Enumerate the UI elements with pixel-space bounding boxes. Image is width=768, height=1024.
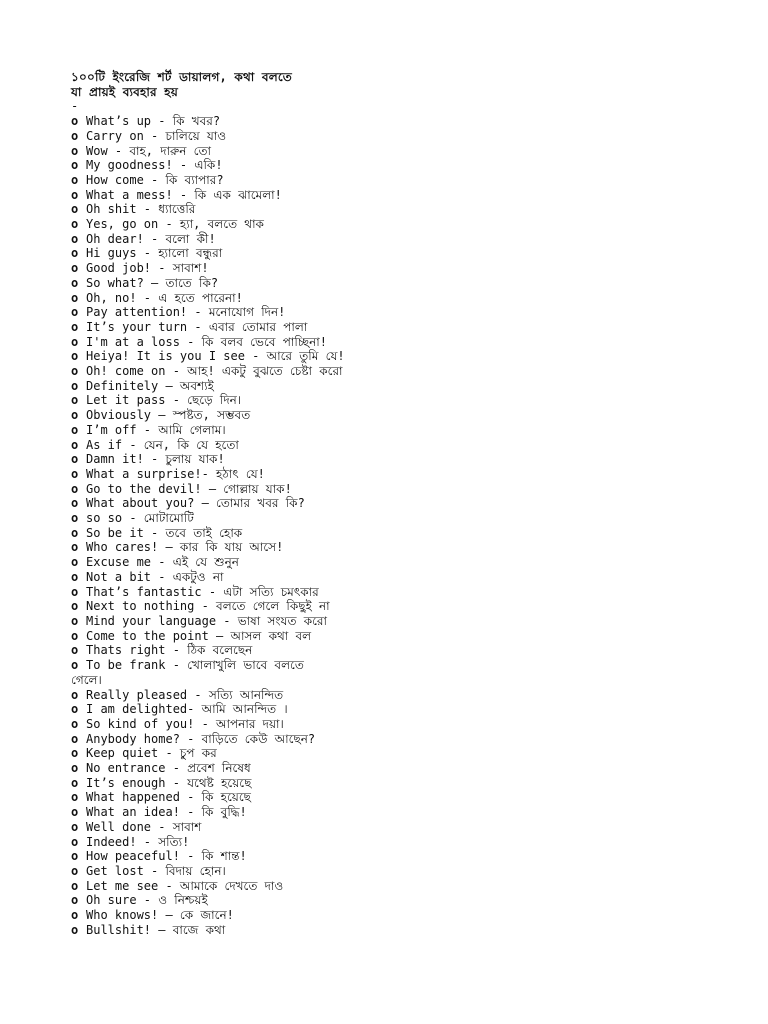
list-item-text: My goodness! - একি! (86, 158, 223, 173)
list-item (71, 393, 731, 408)
list-item-text: Good job! - সাবাশ! (86, 261, 209, 276)
bullet-icon: o (71, 687, 79, 702)
list-item (71, 864, 731, 879)
list-item (71, 438, 731, 453)
list-item-text: Not a bit - একটুও না (86, 569, 224, 584)
bullet-icon: o (71, 599, 79, 614)
list-item-text: Damn it! - চুলায় যাক! (86, 452, 225, 467)
list-item (71, 540, 731, 555)
bullet-icon: o (71, 805, 79, 820)
list-item-text: I'm at a loss - কি বলব ভেবে পাচ্ছিনা! (86, 334, 327, 349)
list-item (71, 746, 731, 761)
list-item-text: What about you? – তোমার খবর কি? (86, 496, 305, 511)
list-item (71, 158, 731, 173)
bullet-icon: o (71, 349, 79, 364)
list-item-text: Let it pass - ছেড়ে দিন। (86, 393, 242, 408)
bullet-icon: o (71, 555, 79, 570)
bullet-icon: o (71, 187, 79, 202)
bullet-icon: o (71, 393, 79, 408)
list-item-text: What a mess! - কি এক ঝামেলা! (86, 187, 282, 202)
list-item (71, 114, 731, 129)
list-item (71, 599, 731, 614)
bullet-icon: o (71, 408, 79, 423)
bullet-icon: o (71, 569, 79, 584)
bullet-icon: o (71, 290, 79, 305)
bullet-icon: o (71, 452, 79, 467)
list-item-text: Get lost - বিদায় হোন। (86, 863, 226, 878)
list-item (71, 173, 731, 188)
list-item-text: So what? – তাতে কি? (86, 275, 219, 290)
list-item-text: Heiya! It is you I see - আরে তুমি যে! (86, 349, 345, 364)
list-item-text: Go to the devil! – গোল্লায় যাক! (86, 481, 292, 496)
list-item-text: Anybody home? - বাড়িতে কেউ আছেন? (86, 731, 316, 746)
bullet-icon: o (71, 584, 79, 599)
list-item-text: so so - মোটামোটি (86, 511, 194, 526)
list-item-text: Oh sure - ও নিশ্চয়ই (86, 893, 208, 908)
list-item-text: Who knows! – কে জানে! (86, 908, 234, 923)
list-item (71, 335, 731, 350)
bullet-icon: o (71, 319, 79, 334)
list-item (71, 790, 731, 805)
bullet-icon: o (71, 775, 79, 790)
list-item (71, 452, 731, 467)
bullet-icon: o (71, 511, 79, 526)
bullet-icon: o (71, 378, 79, 393)
list-item (71, 776, 731, 791)
list-item-text: Well done - সাবাশ (86, 819, 202, 834)
bullet-icon: o (71, 746, 79, 761)
list-item (71, 570, 731, 585)
list-item-text: Keep quiet - চুপ কর (86, 746, 217, 761)
bullet-icon: o (71, 437, 79, 452)
bullet-icon: o (71, 643, 79, 658)
bullet-icon: o (71, 614, 79, 628)
list-item (71, 482, 731, 497)
bullet-icon: o (71, 202, 79, 217)
list-item-continuation: গেলে। (71, 672, 102, 687)
bullet-icon: o (71, 261, 79, 276)
list-item (71, 129, 731, 144)
bullet-icon: o (71, 922, 79, 937)
list-item-text: Oh! come on - আহ! একটু বুঝতে চেষ্টা করো (86, 364, 343, 379)
bullet-icon: o (71, 114, 79, 129)
list-item-text: Yes, go on - হ্যা, বলতে থাক (86, 217, 264, 232)
list-item-text: Oh shit - ধ্যাত্তেরি (86, 202, 196, 217)
list-item-text: How peaceful! - কি শান্ত! (86, 849, 247, 864)
bullet-icon: o (71, 731, 79, 746)
list-item-text: So kind of you! - আপনার দয়া। (86, 716, 284, 731)
list-item-text: What a surprise!- হঠাৎ যে! (86, 466, 265, 481)
list-item-text: Who cares! – কার কি যায় আসে! (86, 540, 284, 555)
list-item-text: What’s up - কি খবর? (86, 114, 221, 129)
bullet-icon: o (71, 334, 79, 349)
phrase-list (71, 114, 731, 937)
bullet-icon: o (71, 908, 79, 923)
bullet-icon: o (71, 893, 79, 908)
list-item (71, 320, 731, 335)
list-item-text: That’s fantastic - এটা সত্যি চমৎকার (86, 584, 319, 599)
list-item-text: Definitely – অবশ্যই (86, 378, 214, 393)
bullet-icon: o (71, 658, 79, 673)
document-title (71, 70, 731, 99)
list-item-text: It’s your turn - এবার তোমার পালা (86, 319, 308, 334)
list-item (71, 202, 731, 217)
bullet-icon: o (71, 158, 79, 173)
list-item (71, 614, 731, 629)
bullet-icon: o (71, 702, 79, 717)
bullet-icon: o (71, 819, 79, 834)
list-item (71, 232, 731, 247)
bullet-icon: o (71, 246, 79, 261)
bullet-icon: o (71, 863, 79, 878)
list-item-text: As if - যেন, কি যে হতো (86, 437, 239, 452)
document-body (71, 70, 731, 937)
list-item (71, 732, 731, 747)
list-item-text: Pay attention! - মনোযোগ দিন! (86, 305, 286, 320)
list-item (71, 423, 731, 438)
bullet-icon: o (71, 231, 79, 246)
bullet-icon: o (71, 761, 79, 776)
list-item (71, 246, 731, 261)
list-item (71, 658, 731, 673)
bullet-icon: o (71, 217, 79, 232)
bullet-icon: o (71, 143, 79, 158)
list-item-text: Wow - বাহ, দারুন তো (86, 143, 211, 158)
bullet-icon: o (71, 628, 79, 643)
title-line-1: ১০০টি ইংরেজি শর্ট ডায়ালগ, কথা বলতে (71, 70, 292, 84)
bullet-icon: o (71, 364, 79, 379)
list-item (71, 379, 731, 394)
list-item-text: No entrance - প্রবেশ নিষেধ (86, 761, 251, 776)
list-item (71, 688, 731, 703)
list-item-text: Obviously – স্পষ্টত, সম্ভবত (86, 408, 251, 423)
list-item-text: It’s enough - যথেষ্ট হয়েছে (86, 775, 252, 790)
list-item-text: Let me see - আমাকে দেখতে দাও (86, 878, 284, 893)
list-item-text: What an idea! - কি বুদ্ধি! (86, 805, 247, 820)
list-item (71, 526, 731, 541)
list-item (71, 893, 731, 908)
list-item-text: Come to the point – আসল কথা বল (86, 628, 312, 643)
list-item (71, 805, 731, 820)
list-item (71, 291, 731, 306)
bullet-icon: o (71, 481, 79, 496)
bullet-icon: o (71, 849, 79, 864)
list-item (71, 261, 731, 276)
bullet-icon: o (71, 128, 79, 143)
bullet-icon: o (71, 716, 79, 731)
list-item-text: What happened - কি হয়েছে (86, 790, 251, 805)
list-item (71, 276, 731, 291)
list-item (71, 511, 731, 526)
list-item (71, 849, 731, 864)
list-item-text: Bullshit! – বাজে কথা (86, 922, 226, 937)
list-item (71, 643, 731, 658)
title-line-2: যা প্রায়ই ব্যবহার হয় (71, 84, 179, 99)
list-item-text: Oh dear! - বলো কী! (86, 231, 216, 246)
separator-dash: - (71, 99, 79, 114)
list-item (71, 717, 731, 732)
list-item-text: How come - কি ব্যাপার? (86, 172, 224, 187)
list-item-text: Thats right - ঠিক বলেছেন (86, 643, 253, 658)
bullet-icon: o (71, 466, 79, 481)
list-item (71, 923, 731, 938)
list-item-text: Hi guys - হ্যালো বন্ধুরা (86, 246, 223, 261)
list-item (71, 364, 731, 379)
bullet-icon: o (71, 878, 79, 893)
bullet-icon: o (71, 422, 79, 437)
list-item (71, 144, 731, 159)
list-item (71, 820, 731, 835)
bullet-icon: o (71, 834, 79, 849)
bullet-icon: o (71, 540, 79, 555)
list-item (71, 629, 731, 644)
bullet-icon: o (71, 172, 79, 187)
list-item (71, 467, 731, 482)
bullet-icon: o (71, 790, 79, 805)
list-item (71, 761, 731, 776)
list-item-text: Excuse me - এই যে শুনুন (86, 555, 239, 570)
list-item (71, 835, 731, 850)
list-item-text: Really pleased - সত্যি আনন্দিত (86, 687, 284, 702)
list-item (71, 217, 731, 232)
bullet-icon: o (71, 275, 79, 290)
bullet-icon: o (71, 496, 79, 511)
list-item (71, 702, 731, 717)
list-item-text: Next to nothing - বলতে গেলে কিছুই না (86, 599, 330, 614)
list-item (71, 879, 731, 894)
list-item-text: Oh, no! - এ হতে পারেনা! (86, 290, 243, 305)
bullet-icon: o (71, 305, 79, 320)
list-item-text: Carry on - চালিয়ে যাও (86, 128, 227, 143)
list-item-text: I am delighted- আমি আনন্দিত । (86, 702, 288, 717)
bullet-icon: o (71, 525, 79, 540)
list-item-text: Indeed! - সত্যি! (86, 834, 190, 849)
list-item (71, 555, 731, 570)
list-item (71, 408, 731, 423)
list-item (71, 908, 731, 923)
list-item (71, 188, 731, 203)
list-item (71, 349, 731, 364)
list-item-text: So be it - তবে তাই হোক (86, 525, 243, 540)
list-item-text: I’m off - আমি গেলাম। (86, 422, 226, 437)
list-item-text: Mind your language - ভাষা সংযত করো (86, 614, 327, 628)
list-item (71, 305, 731, 320)
list-item-text: To be frank - খোলাখুলি ভাবে বলতে (86, 658, 304, 673)
list-item (71, 585, 731, 600)
list-item (71, 496, 731, 511)
